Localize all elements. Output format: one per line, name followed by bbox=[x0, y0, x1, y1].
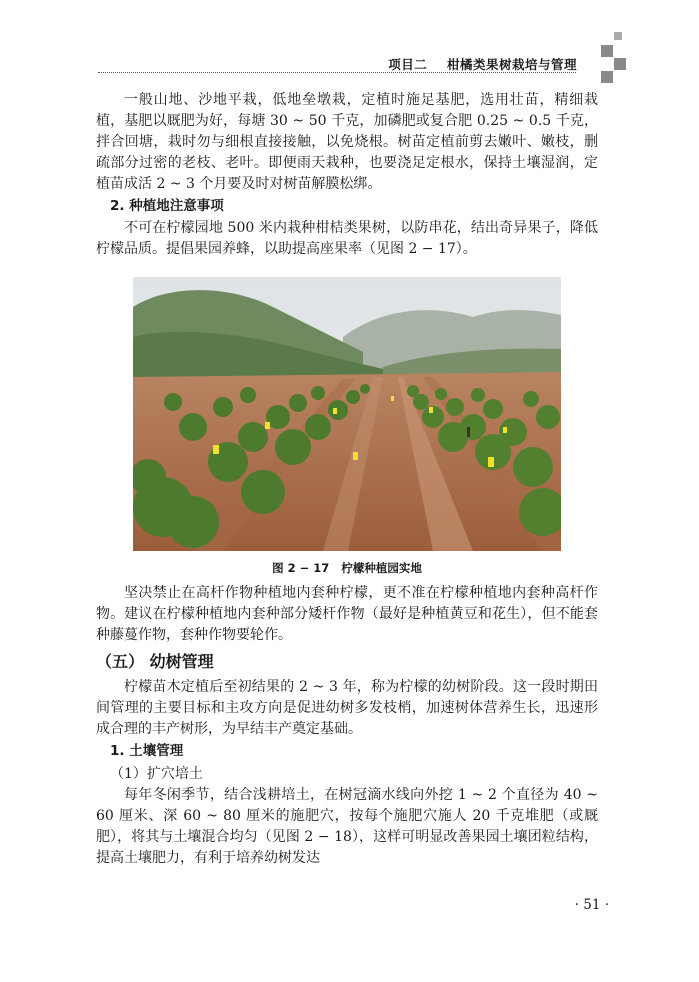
paragraph-winter-fertilization: 每年冬闲季节，结合浅耕培土，在树冠滴水线向外挖 1 ~ 2 个直径为 40 ~ 60 厘米、深 60 ~ 80 厘米的施肥穴，按每个施肥穴施人 20 千克堆肥（或厩肥），将其与土壤混合均匀（见图 2 − 18），这样可明显改善果园土壤团粒结构，提高土壤肥力，有利于培养幼树发达 bbox=[96, 787, 598, 866]
lemon-orchard-illustration bbox=[133, 277, 561, 551]
page-number: · 51 · bbox=[574, 897, 609, 913]
corner-decoration-square bbox=[614, 32, 622, 40]
figure-caption bbox=[96, 559, 598, 577]
subheading-hole-expansion: （1）扩穴培土 bbox=[110, 766, 203, 782]
paragraph-intercropping: 坚决禁止在高杆作物种植地内套种柠檬，更不准在柠檬种植地内套种高杆作物。建议在柠檬种植地内套种部分矮杆作物（最好是种植黄豆和花生），但不能套种藤蔓作物，套种作物要轮作。 bbox=[96, 585, 598, 643]
corner-decoration-square bbox=[601, 71, 613, 83]
heading-planting-notes: 2. 种植地注意事项 bbox=[110, 198, 224, 214]
corner-decoration-square bbox=[601, 45, 613, 57]
paragraph-orchard-distance: 不可在柠檬园地 500 米内栽种柑桔类果树，以防串花，结出奇异果子，降低柠檬品质。提倡果园养蜂，以助提高座果率（见图 2 − 17）。 bbox=[96, 220, 598, 257]
figure-lemon-orchard-photo bbox=[133, 277, 561, 551]
section-heading-young-tree-management: （五） 幼树管理 bbox=[96, 652, 214, 671]
heading-soil-management: 1. 土壤管理 bbox=[110, 743, 184, 759]
running-head-title: 柑橘类果树栽培与管理 bbox=[446, 57, 577, 72]
page-header bbox=[0, 0, 699, 84]
running-head bbox=[388, 55, 577, 73]
header-rule bbox=[98, 72, 576, 73]
figure-number: 图 2 − 17 bbox=[272, 561, 330, 575]
paragraph-planting-method: 一般山地、沙地平栽，低地垒墩栽，定植时施足基肥，选用壮苗，精细栽植，基肥以厩肥为好，每塘 30 ~ 50 千克，加磷肥或复合肥 0.25 ~ 0.5 千克，拌合回塘，栽时勿与细根直接接触，以免烧根。树苗定植前剪去嫩叶、嫩枝，删疏部分过密的老枝、老叶。即便雨天栽种，也要浇足定根水，保持土壤湿润，定植苗成活 2 ~ 3 个月要及时对树苗解膜松绑。 bbox=[96, 92, 598, 192]
running-head-project: 项目二 bbox=[388, 57, 428, 72]
corner-decoration-square bbox=[614, 58, 626, 70]
paragraph-young-tree-stage: 柠檬苗木定植后至初结果的 2 ~ 3 年，称为柠檬的幼树阶段。这一段时期田间管理的主要目标和主攻方向是促进幼树多发枝梢，加速树体营养生长，迅速形成合理的丰产树形，为早结丰产奠定基础。 bbox=[96, 679, 598, 737]
page-body bbox=[96, 90, 598, 869]
figure-caption-text: 柠檬种植园实地 bbox=[341, 561, 422, 575]
